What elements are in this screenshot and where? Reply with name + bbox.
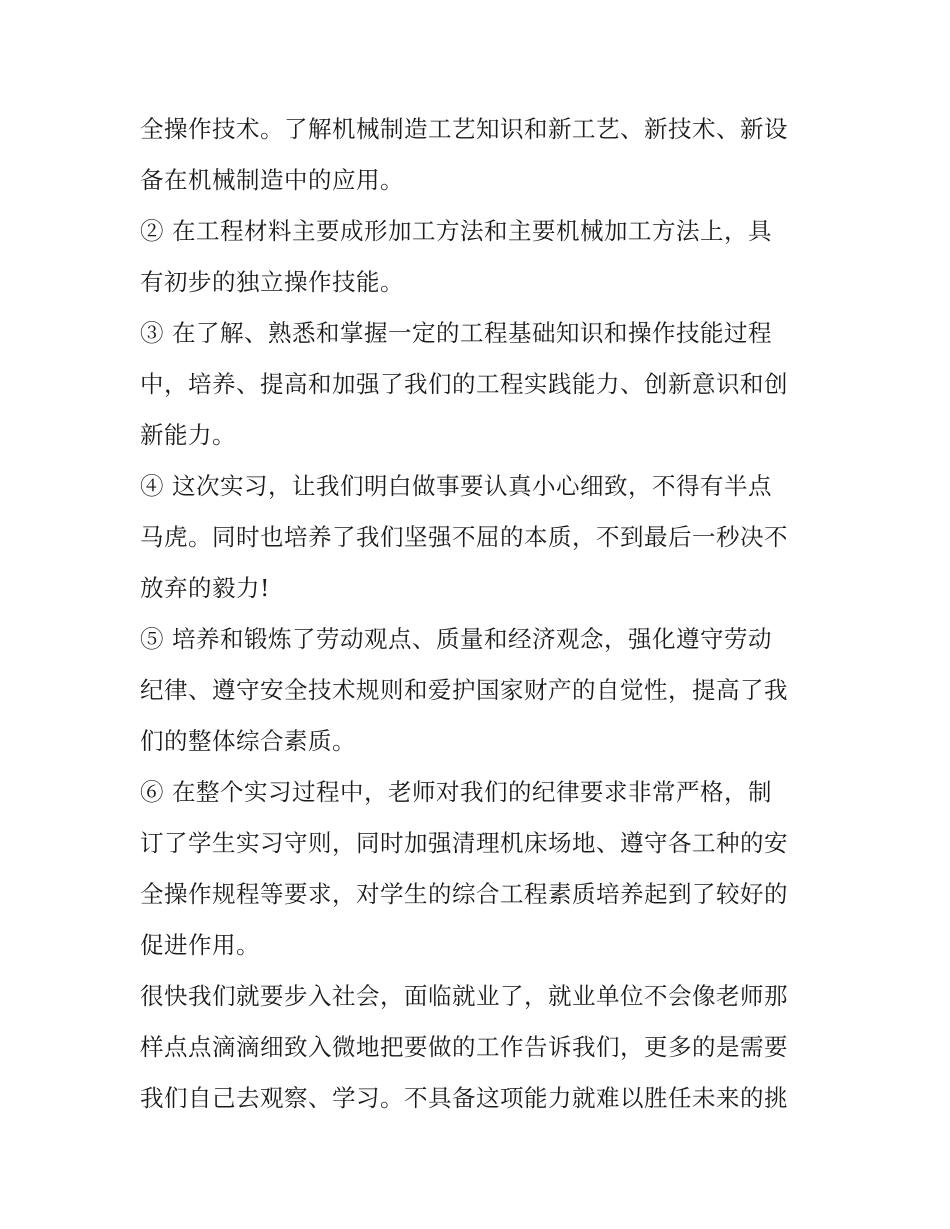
- text-line-19: 样点点滴滴细致入微地把要做的工作告诉我们，更多的是需要: [140, 1033, 788, 1061]
- text-line-16: 全操作规程等要求，对学生的综合工程素质培养起到了较好的: [140, 880, 788, 908]
- text-line-20: 我们自己去观察、学习。不具备这项能力就难以胜任未来的挑: [140, 1084, 788, 1112]
- text-line-11: ⑤ 培养和锻炼了劳动观点、质量和经济观念，强化遵守劳动: [140, 625, 772, 653]
- text-line-18: 很快我们就要步入社会，面临就业了，就业单位不会像老师那: [140, 982, 788, 1010]
- text-line-15: 订了学生实习守则，同时加强清理机床场地、遵守各工种的安: [140, 829, 788, 857]
- text-line-3: ② 在工程材料主要成形加工方法和主要机械加工方法上，具: [140, 217, 772, 245]
- text-line-13: 们的整体综合素质。: [140, 727, 356, 755]
- text-line-10: 放弃的毅力!: [140, 574, 270, 602]
- text-line-2: 备在机械制造中的应用。: [140, 166, 404, 194]
- text-line-7: 新能力。: [140, 421, 236, 449]
- text-line-4: 有初步的独立操作技能。: [140, 268, 404, 296]
- document-text-body: [140, 104, 820, 1124]
- text-line-17: 促进作用。: [140, 931, 260, 959]
- text-line-5: ③ 在了解、熟悉和掌握一定的工程基础知识和操作技能过程: [140, 319, 772, 347]
- text-line-14: ⑥ 在整个实习过程中，老师对我们的纪律要求非常严格，制: [140, 778, 772, 806]
- text-line-9: 马虎。同时也培养了我们坚强不屈的本质，不到最后一秒决不: [140, 523, 788, 551]
- text-line-1: 全操作技术。了解机械制造工艺知识和新工艺、新技术、新设: [140, 115, 788, 143]
- text-line-8: ④ 这次实习，让我们明白做事要认真小心细致，不得有半点: [140, 472, 772, 500]
- text-line-6: 中，培养、提高和加强了我们的工程实践能力、创新意识和创: [140, 370, 788, 398]
- text-line-12: 纪律、遵守安全技术规则和爱护国家财产的自觉性，提高了我: [140, 676, 788, 704]
